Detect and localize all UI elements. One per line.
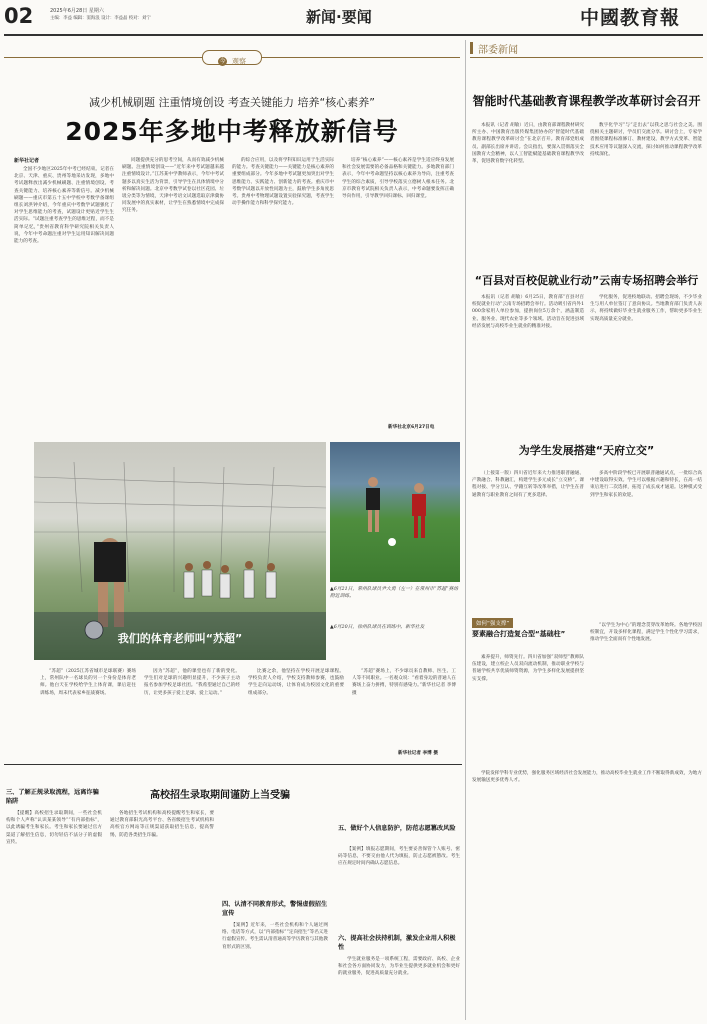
feature-column-1: “苏超”（2025江苏省城市足球联赛）赛场上，常州队中一名球员的另一个身份是体育老师。他白天在学校给学生上体育课，课后赶往训练场，周末代表家乡征战赛场。 — [40, 669, 136, 696]
col-c-text: 【案例】近年来，一些社会机构和个人通过网络、电话等方式，以“内部指标”“定向招生”等名义进行虚假宣传。考生需认清普通高等学历教育与其他教育形式的区别。 — [222, 923, 328, 950]
col-b-text: 各地招生考试机构和高校提醒考生和家长，要通过教育部阳光高考平台、各省级招生考试机构和高校官方网站等正规渠道获取招生信息，提高警惕，防范各类招生诈骗。 — [110, 811, 214, 838]
tianfu-column-1: （上接第一版）四川省近年来大力推进职普融通、产教融合、科教融汇，构建学生多元成长“立交桥”。课程对接、学分互认、学籍互转等改革举措，让学生在普通教育与职业教育之间有了更多选择。 — [472, 471, 584, 498]
masthead-rule — [4, 34, 703, 36]
observe-tag — [4, 50, 460, 64]
page-number: 02 — [4, 4, 34, 28]
recruitment-headline: “百县对百校促就业行动”云南专场招聘会举行 — [474, 274, 699, 287]
tianfu-feature — [470, 432, 703, 752]
bottom-rule — [4, 764, 462, 765]
section-mark — [470, 42, 473, 54]
lead-column-1: 全国不少地区2025年中考已经结束。记者在北京、天津、重庆、贵州等地采访发现，多地中考试题释放出减少机械刷题、注重情境创设、考查关键能力、培养核心素养等新信号。减少机械刷题——重庆市第五十五中学校中考数学备课组组长刘洪钟介绍，今年重庆中考数学试题强化了对学生思维能力的考查，试题设计更贴近学生生活实际。“试题注重考查学生的思维过程，而不是简单记忆，”贵州省教育科学研究院相关负责人说，今年中考命题注重对学生运用知识解决问题能力的考查。 — [14, 167, 114, 245]
lead-column-3: 的综合应用，以及将学科知识运用于生活实际的能力。考查关键能力——关键能力是核心素养的重要组成部分。今年多地中考试题更加突出对学生思维能力、实践能力、创新能力的考查。重庆市中考数学试题以开放性问题为主，鼓励学生多角度思考。贵州中考物理试题设置实验探究题，考查学生动手操作能力和科学探究能力。 — [232, 158, 334, 207]
recruitment-news — [470, 256, 703, 426]
support-column-2: “以学生为中心”的理念贯穿改革始终。各地学校因校制宜，开设多样化课程，满足学生个性化学习需求，推动学生全面而有个性地发展。 — [590, 623, 702, 643]
ministry-column-1: 本报讯（记者 胡敏）近日，由教育部课程教材研究所主办、中国教育出版传媒集团协办的“智能时代基础教育课程教学改革研讨会”在北京召开。教育部党组成员、副部长出席并讲话。会议指出，要深入贯彻落实全国教育大会精神，以人工智能赋能基础教育课程教学改革，促进教育数字化转型。 — [472, 123, 584, 165]
side-caption-1: ▲6月21日，常州队球员尹大勇（左一）在常州市“苏超”赛场附近训练。 — [330, 587, 459, 599]
col-a-text: 【提醒】高校招生录取期间，一些社会机构和个人声称“认识某某领导”“有内部指标”，以此诱骗考生和家长。考生和家长要通过官方渠道了解招生信息，切勿轻信不法分子的虚假宣传。 — [6, 811, 102, 845]
side-caption-2: ▲6月20日，徐州队球员在训练中。新华社发 — [330, 625, 425, 630]
support-title: 要素融合打造复合型“基础柱” — [472, 630, 566, 638]
feature-column-4: “苏超”赛场上，不少球员来自教师、医生、工人等不同职业。一名观众说：“看着身边的普通人在赛场上奋力拼搏，特别有感染力。”新华社记者 李博 摄 — [352, 669, 456, 696]
tag-label: 观察 — [232, 57, 247, 66]
lead-headline: 2025年多地中考释放新信号 — [65, 117, 399, 146]
recruitment-column-2: 学化服务，促进校地联动。招聘会现场，不少毕业生与用人单位签订了意向协议。当地教育部门负责人表示，将持续做好毕业生就业服务工作，帮助更多毕业生实现高质量充分就业。 — [590, 295, 702, 322]
ministry-section-label: 部委新闻 — [478, 45, 518, 56]
ministry-section-header — [470, 40, 703, 56]
feature-column-3: 比赛之余，他坚持在学校开展足球课程。学校负责人介绍，学校支持教师参赛，也鼓励学生走向运动场，让体育成为校园文化的重要组成部分。 — [248, 669, 344, 696]
support-label: 如何“强支撑” — [472, 618, 513, 628]
col-d-headline: 五、做好个人信息防护，防范志愿篡改风险 — [338, 825, 456, 832]
support-box — [472, 618, 584, 650]
col-c-headline: 四、认清不同教育形式，警惕虚假招生宣传 — [222, 901, 328, 917]
lead-column-4: 培养“核心素养”——核心素养是学生适应终身发展和社会发展需要的必备品格和关键能力。多地教育部门表示，今年中考命题坚持以核心素养为导向，注重考查学生的综合素质，引导学校落实立德树人根本任务。北京市教育考试院相关负责人表示，中考命题要发挥正确导向作用，引导教学回归课标、回归课堂。 — [342, 158, 454, 200]
bottom-right-text: 学院发挥学科专业优势，强化服务区域经济社会发展能力，推动高校毕业生就业工作不断取得新成效，为地方发展输送更多优秀人才。 — [472, 771, 702, 784]
football-field-illustration — [34, 442, 326, 660]
bottom-col-b — [110, 770, 330, 1020]
col-e-headline: 六、提高社会扶持机制，激发企业用人积极性 — [338, 935, 456, 951]
lead-kicker: 减少机械刷题 注重情境创设 考查关键能力 培养“核心素养” — [89, 96, 375, 109]
section-title: 新闻·要闻 — [306, 8, 372, 26]
ministry-column-2: 数字化学习”与“走出去”以我之思与社会之美。围绕相关主题研讨，学员们交流分享。研讨会上，专家学者围绕课程标准修订、教材建设、教学方式变革、智能技术应用等议题深入交流，探讨如何推动课程教学改革持续深化。 — [590, 123, 702, 157]
feature-section — [4, 442, 460, 762]
feature-photo-title: 我们的体育老师叫“苏超” — [117, 632, 243, 645]
col-a-headline: 三、了解正规录取流程，远离诈骗陷阱 — [6, 789, 99, 805]
issue-date: 2025年6月28日 星期六 — [50, 8, 104, 14]
editor-credits: 主编：李益 编辑：窦海浪 设计：李益晶 校对：刘宁 — [50, 16, 151, 21]
support-column-1: 素养提升，师资先行。四川省加强“双师型”教师队伍建设，建立校企人员双向流动机制，推动职业学校与普通学校共享优质师资资源，为学生多样化发展提供坚实支撑。 — [472, 655, 584, 682]
col-d-text: 【案例】填报志愿期间，考生要妥善保管个人账号、密码等信息，不要交由他人代为填报，防止志愿被篡改。考生应在规定时间内确认志愿信息。 — [338, 847, 460, 867]
lead-column-2: 同题提供充分的思考空间，从而有效减少机械刷题。注重情境创设——“近年来中考试题越来越注重情境设计。”江苏某中学教师表示，今年中考试题多以真实生活为背景，引导学生在具体情境中分析和解决问题。北京中考数学试卷以社区花园、垃圾分类等为情境，天津中考语文试题选取京津冀协同发展中的真实素材，让学生在熟悉情境中完成探究任务。 — [122, 158, 224, 214]
tianfu-headline: 为学生发展搭建“天府立交” — [518, 444, 655, 457]
lead-dateline: 新华社北京6月27日电 — [388, 425, 435, 430]
ministry-headline: 智能时代基础教育课程教学改革研讨会召开 — [472, 94, 701, 108]
column-divider — [465, 40, 466, 1020]
main-photo — [34, 442, 326, 660]
col-e-text: 学生就业服务是一项系统工程，需要政府、高校、企业和社会各方面协同发力，为毕业生提供更多就业机会和更好的就业服务，促进高质量充分就业。 — [338, 957, 460, 977]
section-rule — [470, 57, 703, 58]
bottom-col-a — [6, 770, 102, 1020]
tag-icon: 今 — [219, 58, 226, 65]
lead-byline: 新华社记者 — [14, 158, 40, 164]
ministry-news — [470, 40, 703, 250]
recruitment-column-1: 本报讯（记者 胡敏）6月25日，教育部“百县对百校促就业行动”云南专场招聘会举行。活动吸引省内外1000余家用人单位参加，提供岗位5万余个，涵盖制造业、服务业、现代农业等多个领域。活动旨在促进县域经济发展与高校毕业生就业的精准对接。 — [472, 295, 584, 329]
soccer-match-illustration — [330, 442, 460, 582]
tag-badge — [202, 50, 262, 65]
feature-byline: 新华社记者 李博 摄 — [398, 751, 438, 756]
feature-column-2: 因为“苏超”，他的课堂也有了新的变化。学生们对足球的兴趣明显提升，不少孩子主动报名参加学校足球社团。“我希望通过自己的经历，让更多孩子爱上足球、爱上运动。” — [144, 669, 240, 696]
lead-story — [4, 40, 460, 438]
newspaper-brand: 中國教育報 — [580, 7, 681, 29]
side-photo — [330, 442, 460, 582]
col-b-headline: 高校招生录取期间谨防上当受骗 — [150, 790, 290, 801]
tianfu-column-2: 多高中阶段学校已开展职普融通试点，一批综合高中建设取得实效。学生可以根据兴趣和特长，在高一结束后进行二次选择，拓宽了成长成才通道。这种模式受到学生和家长的欢迎。 — [590, 471, 702, 498]
bottom-col-d — [338, 770, 460, 1020]
